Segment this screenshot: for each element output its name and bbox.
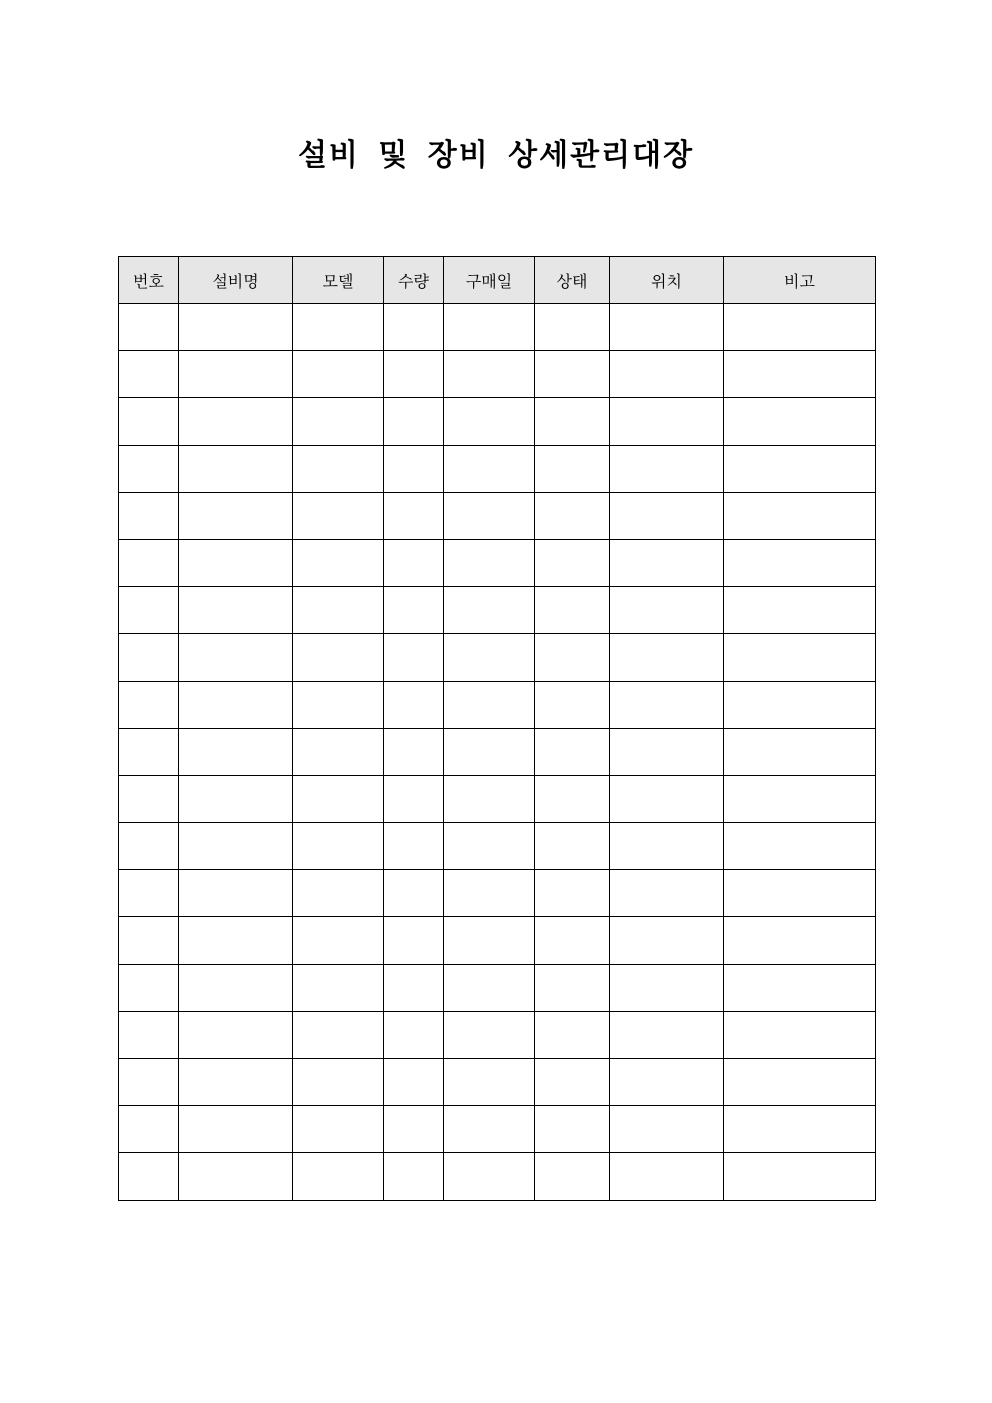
table-row <box>119 634 876 681</box>
cell-location[interactable] <box>610 917 724 964</box>
table-row <box>119 539 876 586</box>
cell-model[interactable] <box>293 728 384 775</box>
cell-purchase-date[interactable] <box>444 492 535 539</box>
cell-equipment-name[interactable] <box>179 1011 293 1058</box>
cell-quantity[interactable] <box>384 351 444 398</box>
cell-model[interactable] <box>293 775 384 822</box>
cell-status[interactable] <box>535 304 610 351</box>
cell-quantity[interactable] <box>384 587 444 634</box>
cell-remarks[interactable] <box>724 1011 876 1058</box>
table-row <box>119 775 876 822</box>
cell-model[interactable] <box>293 634 384 681</box>
cell-equipment-name[interactable] <box>179 398 293 445</box>
cell-model[interactable] <box>293 1153 384 1200</box>
cell-number[interactable] <box>119 304 179 351</box>
cell-remarks[interactable] <box>724 917 876 964</box>
cell-number[interactable] <box>119 681 179 728</box>
cell-purchase-date[interactable] <box>444 728 535 775</box>
cell-quantity[interactable] <box>384 823 444 870</box>
cell-location[interactable] <box>610 587 724 634</box>
cell-model[interactable] <box>293 492 384 539</box>
cell-remarks[interactable] <box>724 634 876 681</box>
cell-equipment-name[interactable] <box>179 1153 293 1200</box>
cell-quantity[interactable] <box>384 398 444 445</box>
cell-equipment-name[interactable] <box>179 587 293 634</box>
cell-status[interactable] <box>535 728 610 775</box>
cell-location[interactable] <box>610 775 724 822</box>
table-row <box>119 681 876 728</box>
cell-equipment-name[interactable] <box>179 728 293 775</box>
cell-purchase-date[interactable] <box>444 775 535 822</box>
cell-remarks[interactable] <box>724 1153 876 1200</box>
cell-model[interactable] <box>293 398 384 445</box>
cell-quantity[interactable] <box>384 492 444 539</box>
cell-quantity[interactable] <box>384 1106 444 1153</box>
cell-location[interactable] <box>610 634 724 681</box>
cell-location[interactable] <box>610 1153 724 1200</box>
cell-remarks[interactable] <box>724 1106 876 1153</box>
cell-number[interactable] <box>119 1059 179 1106</box>
cell-quantity[interactable] <box>384 964 444 1011</box>
cell-status[interactable] <box>535 634 610 681</box>
header-row <box>119 257 876 304</box>
cell-model[interactable] <box>293 964 384 1011</box>
cell-number[interactable] <box>119 917 179 964</box>
cell-location[interactable] <box>610 539 724 586</box>
cell-purchase-date[interactable] <box>444 304 535 351</box>
cell-number[interactable] <box>119 823 179 870</box>
cell-remarks[interactable] <box>724 775 876 822</box>
header-equipment-name: 설비명 <box>179 257 293 304</box>
cell-remarks[interactable] <box>724 870 876 917</box>
table-row <box>119 964 876 1011</box>
cell-status[interactable] <box>535 1011 610 1058</box>
cell-equipment-name[interactable] <box>179 775 293 822</box>
cell-equipment-name[interactable] <box>179 917 293 964</box>
header-location: 위치 <box>610 257 724 304</box>
header-remarks: 비고 <box>724 257 876 304</box>
cell-location[interactable] <box>610 1106 724 1153</box>
cell-purchase-date[interactable] <box>444 823 535 870</box>
cell-purchase-date[interactable] <box>444 351 535 398</box>
cell-equipment-name[interactable] <box>179 539 293 586</box>
cell-purchase-date[interactable] <box>444 587 535 634</box>
document-title: 설비 및 장비 상세관리대장 <box>297 138 695 173</box>
cell-quantity[interactable] <box>384 1059 444 1106</box>
cell-equipment-name[interactable] <box>179 634 293 681</box>
cell-status[interactable] <box>535 539 610 586</box>
cell-model[interactable] <box>293 870 384 917</box>
cell-purchase-date[interactable] <box>444 634 535 681</box>
cell-model[interactable] <box>293 1011 384 1058</box>
cell-model[interactable] <box>293 681 384 728</box>
ledger-body <box>119 304 876 1201</box>
cell-purchase-date[interactable] <box>444 964 535 1011</box>
cell-purchase-date[interactable] <box>444 870 535 917</box>
cell-location[interactable] <box>610 823 724 870</box>
cell-quantity[interactable] <box>384 304 444 351</box>
equipment-ledger-table <box>118 256 876 1201</box>
cell-location[interactable] <box>610 492 724 539</box>
cell-status[interactable] <box>535 351 610 398</box>
cell-equipment-name[interactable] <box>179 1059 293 1106</box>
header-status: 상태 <box>535 257 610 304</box>
table-row <box>119 1153 876 1200</box>
cell-remarks[interactable] <box>724 445 876 492</box>
cell-quantity[interactable] <box>384 539 444 586</box>
cell-model[interactable] <box>293 539 384 586</box>
cell-status[interactable] <box>535 823 610 870</box>
cell-status[interactable] <box>535 964 610 1011</box>
cell-remarks[interactable] <box>724 681 876 728</box>
table-row <box>119 304 876 351</box>
cell-number[interactable] <box>119 1011 179 1058</box>
table-row <box>119 823 876 870</box>
cell-quantity[interactable] <box>384 917 444 964</box>
cell-quantity[interactable] <box>384 775 444 822</box>
cell-model[interactable] <box>293 1059 384 1106</box>
cell-equipment-name[interactable] <box>179 964 293 1011</box>
cell-purchase-date[interactable] <box>444 681 535 728</box>
cell-remarks[interactable] <box>724 964 876 1011</box>
cell-number[interactable] <box>119 351 179 398</box>
cell-status[interactable] <box>535 1106 610 1153</box>
cell-model[interactable] <box>293 445 384 492</box>
cell-remarks[interactable] <box>724 492 876 539</box>
cell-status[interactable] <box>535 870 610 917</box>
cell-number[interactable] <box>119 1106 179 1153</box>
cell-equipment-name[interactable] <box>179 304 293 351</box>
cell-status[interactable] <box>535 775 610 822</box>
cell-model[interactable] <box>293 823 384 870</box>
cell-number[interactable] <box>119 728 179 775</box>
table-row <box>119 1059 876 1106</box>
table-row <box>119 917 876 964</box>
cell-status[interactable] <box>535 1153 610 1200</box>
header-purchase-date: 구매일 <box>444 257 535 304</box>
table-row <box>119 398 876 445</box>
cell-status[interactable] <box>535 445 610 492</box>
table-row <box>119 351 876 398</box>
cell-number[interactable] <box>119 445 179 492</box>
cell-location[interactable] <box>610 398 724 445</box>
cell-number[interactable] <box>119 539 179 586</box>
cell-equipment-name[interactable] <box>179 351 293 398</box>
cell-number[interactable] <box>119 398 179 445</box>
header-number: 번호 <box>119 257 179 304</box>
cell-purchase-date[interactable] <box>444 445 535 492</box>
cell-remarks[interactable] <box>724 823 876 870</box>
cell-quantity[interactable] <box>384 1011 444 1058</box>
cell-quantity[interactable] <box>384 445 444 492</box>
cell-location[interactable] <box>610 1011 724 1058</box>
cell-status[interactable] <box>535 681 610 728</box>
header-model: 모델 <box>293 257 384 304</box>
cell-number[interactable] <box>119 1153 179 1200</box>
cell-remarks[interactable] <box>724 351 876 398</box>
table-row <box>119 492 876 539</box>
cell-number[interactable] <box>119 492 179 539</box>
table-row <box>119 728 876 775</box>
cell-purchase-date[interactable] <box>444 539 535 586</box>
cell-remarks[interactable] <box>724 539 876 586</box>
cell-equipment-name[interactable] <box>179 1106 293 1153</box>
cell-equipment-name[interactable] <box>179 445 293 492</box>
header-quantity: 수량 <box>384 257 444 304</box>
cell-location[interactable] <box>610 728 724 775</box>
cell-purchase-date[interactable] <box>444 398 535 445</box>
cell-equipment-name[interactable] <box>179 681 293 728</box>
cell-number[interactable] <box>119 775 179 822</box>
cell-quantity[interactable] <box>384 681 444 728</box>
cell-location[interactable] <box>610 304 724 351</box>
cell-location[interactable] <box>610 964 724 1011</box>
cell-status[interactable] <box>535 398 610 445</box>
cell-remarks[interactable] <box>724 1059 876 1106</box>
cell-quantity[interactable] <box>384 728 444 775</box>
table-row <box>119 587 876 634</box>
cell-model[interactable] <box>293 304 384 351</box>
cell-status[interactable] <box>535 917 610 964</box>
cell-quantity[interactable] <box>384 870 444 917</box>
table-row <box>119 1106 876 1153</box>
cell-model[interactable] <box>293 587 384 634</box>
cell-equipment-name[interactable] <box>179 823 293 870</box>
cell-model[interactable] <box>293 917 384 964</box>
cell-quantity[interactable] <box>384 634 444 681</box>
cell-status[interactable] <box>535 587 610 634</box>
cell-location[interactable] <box>610 870 724 917</box>
cell-location[interactable] <box>610 1059 724 1106</box>
cell-purchase-date[interactable] <box>444 1011 535 1058</box>
cell-remarks[interactable] <box>724 398 876 445</box>
cell-status[interactable] <box>535 492 610 539</box>
cell-number[interactable] <box>119 964 179 1011</box>
cell-location[interactable] <box>610 681 724 728</box>
cell-remarks[interactable] <box>724 728 876 775</box>
table-row <box>119 870 876 917</box>
cell-number[interactable] <box>119 634 179 681</box>
cell-number[interactable] <box>119 587 179 634</box>
cell-purchase-date[interactable] <box>444 1059 535 1106</box>
cell-purchase-date[interactable] <box>444 917 535 964</box>
cell-equipment-name[interactable] <box>179 492 293 539</box>
table-row <box>119 1011 876 1058</box>
table-row <box>119 445 876 492</box>
cell-location[interactable] <box>610 445 724 492</box>
cell-purchase-date[interactable] <box>444 1153 535 1200</box>
cell-purchase-date[interactable] <box>444 1106 535 1153</box>
cell-equipment-name[interactable] <box>179 870 293 917</box>
cell-model[interactable] <box>293 351 384 398</box>
cell-number[interactable] <box>119 870 179 917</box>
cell-remarks[interactable] <box>724 587 876 634</box>
cell-location[interactable] <box>610 351 724 398</box>
cell-quantity[interactable] <box>384 1153 444 1200</box>
cell-remarks[interactable] <box>724 304 876 351</box>
cell-model[interactable] <box>293 1106 384 1153</box>
cell-status[interactable] <box>535 1059 610 1106</box>
